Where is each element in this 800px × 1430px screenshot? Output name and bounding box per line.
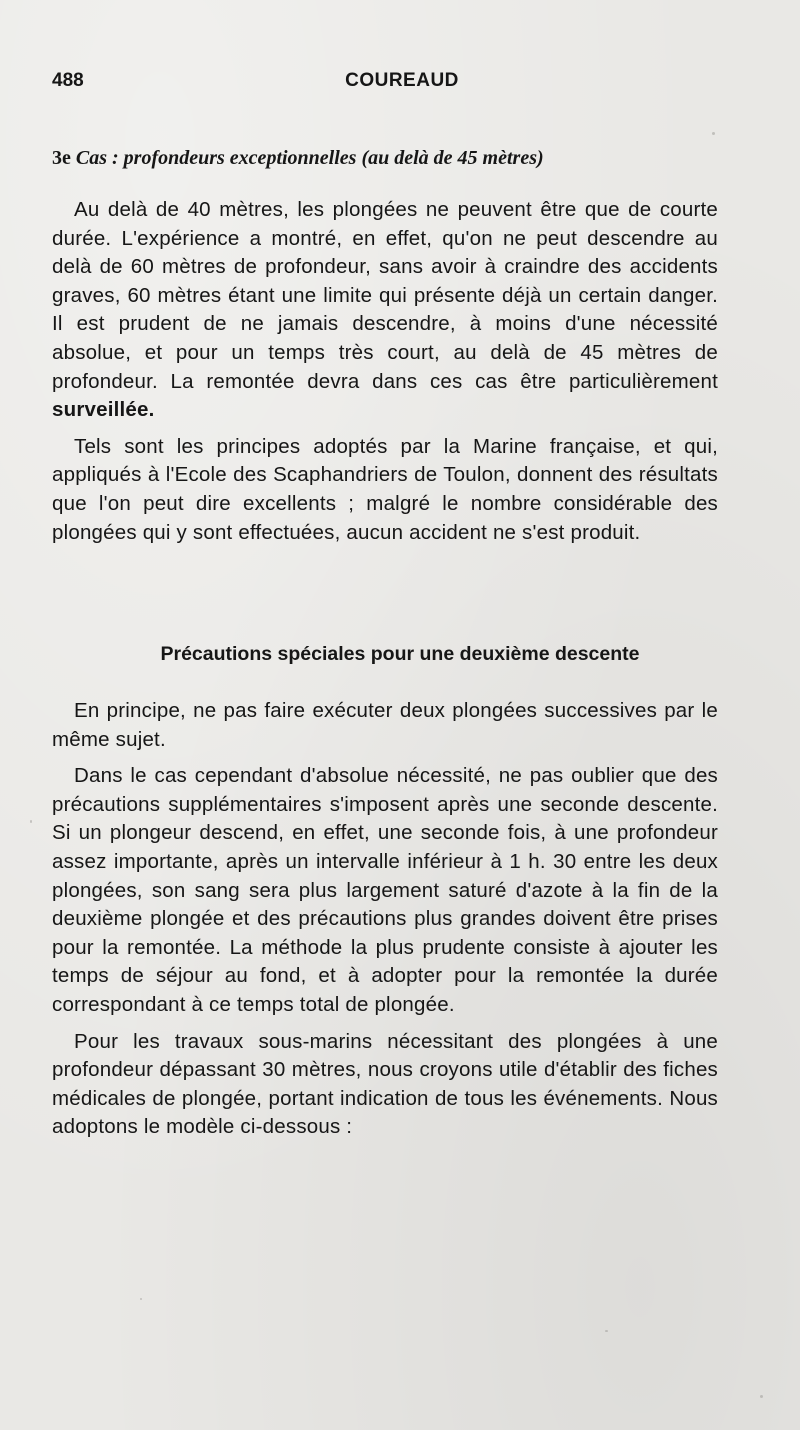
scan-speck <box>712 132 715 135</box>
paragraph-depth-limits-text: Au delà de 40 mètres, les plongées ne peuvent être que de courte durée. L'expérience a montré, en effet, qu'on ne peut descendre au delà de 60 mètres de profondeur, sans avoir à craindre des accidents graves, 60 mètres étant une limite qui présente déjà un certain danger. Il est prudent de ne jamais descendre, à moins d'une nécessité absolue, et pour un temps très court, au delà de 45 mètres de profondeur. La remontée devra dans ces cas être particulièrement <box>52 198 718 393</box>
scan-speck <box>760 1395 763 1398</box>
case-heading <box>52 147 544 170</box>
page-header <box>52 70 752 100</box>
paragraph-medical-forms: Pour les travaux sous-marins nécessitant des plongées à une profondeur dépassant 30 mètres, nous croyons utile d'établir des fiches médicales de plongée, portant indication de tous les événements. Nous adoptons le modèle ci-dessous : <box>52 1029 718 1139</box>
paragraph-second-descent: Dans le cas cependant d'absolue nécessité, ne pas oublier que des précautions supplémentaires s'imposent après une seconde descente. Si un plongeur descend, en effet, une seconde fois, à une profondeur assez importante, après un intervalle inférieur à 1 h. 30 entre les deux plongées, son sang sera plus largement saturé d'azote à la fin de la deuxième plongée et des précautions plus grandes doivent être prises pour la remontée. La méthode la plus prudente consiste à ajouter les temps de séjour au fond, et à adopter pour la remontée la durée correspondant à ce temps total de plongée. <box>52 764 718 1016</box>
scan-speck <box>605 1330 608 1332</box>
running-head: COUREAUD <box>345 70 459 91</box>
paragraph-depth-limits <box>52 196 718 425</box>
bold-word-surveillee: surveillée. <box>52 398 155 422</box>
paragraph-principle: En principe, ne pas faire exécuter deux plongées successives par le même sujet. <box>52 699 718 751</box>
section-heading: Précautions spéciales pour une deuxième descente <box>160 643 640 665</box>
text-block-2 <box>52 697 718 1142</box>
scan-speck <box>140 1298 142 1300</box>
text-block-1 <box>52 196 718 547</box>
page-number: 488 <box>52 70 84 91</box>
scan-speck <box>30 820 32 823</box>
case-number: 3e <box>52 147 71 169</box>
paragraph-marine-principles: Tels sont les principes adoptés par la Marine française, et qui, appliqués à l'Ecole des Scaphandriers de Toulon, donnent des résultats que l'on peut dire excellents ; malgré le nombre considérable des plongées qui y sont effectuées, aucun accident ne s'est produit. <box>52 434 718 544</box>
case-heading-text: Cas : profondeurs exceptionnelles (au delà de 45 mètres) <box>75 147 544 169</box>
